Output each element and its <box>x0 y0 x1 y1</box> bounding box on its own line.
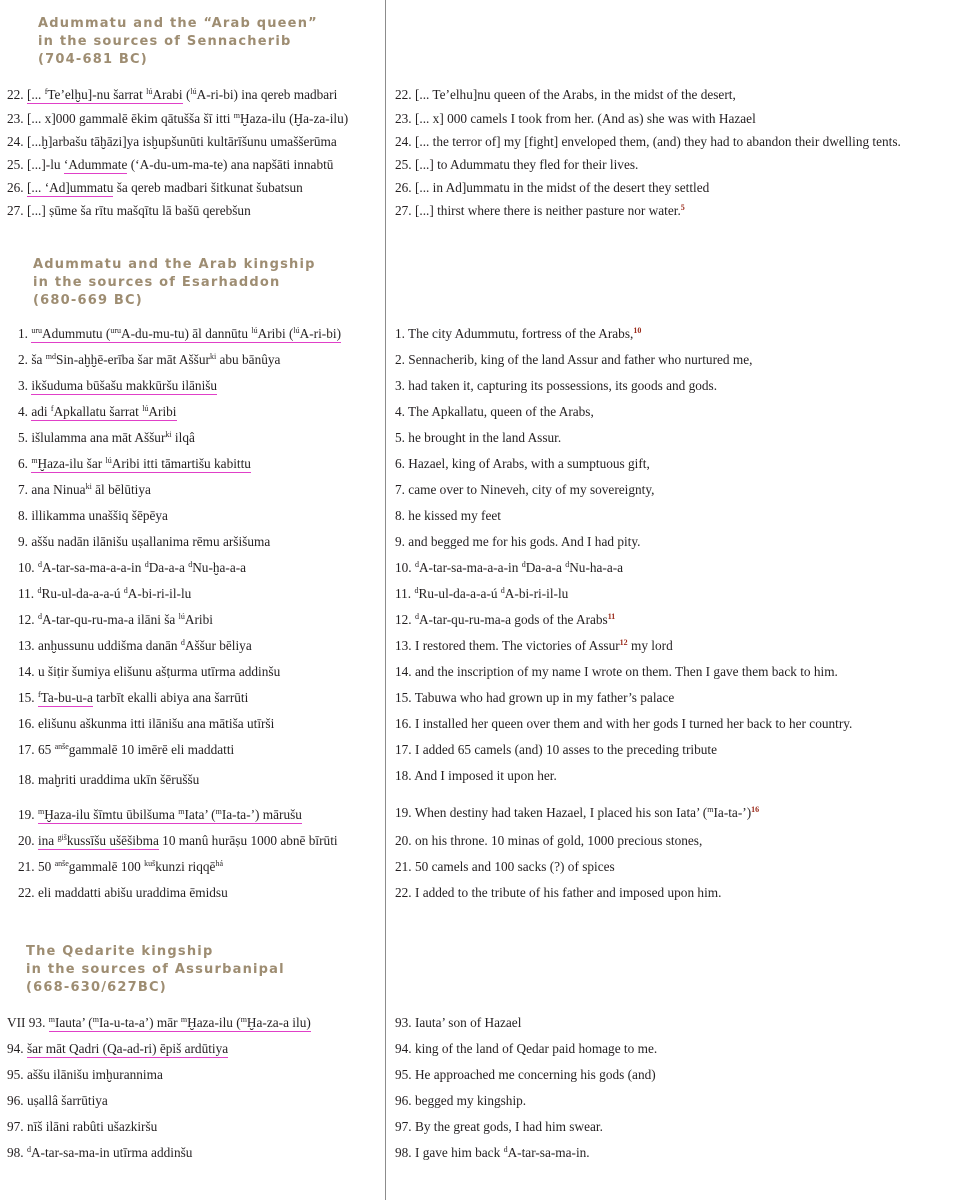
translit-line: 1. $^{uru}$Adummutu ($^{uru}$A-du-mu-tu) āl dannūtu $^{lú}$Aribi ($^{lú}$A-ri-bi) <box>18 326 342 341</box>
translation-line: 94. king of the land of Qedar paid homage to me. <box>395 1041 658 1056</box>
translation-line: 1. The city Adummutu, fortress of the Arabs,$^{10}$ <box>395 326 642 341</box>
translation-line: 19. When destiny had taken Hazael, I placed his son Iata’ ($^m$Ia-ta-’)$^{16}$ <box>395 805 760 820</box>
footnote-marker[interactable]: 12 <box>619 638 628 647</box>
heading-line: (668-630/627BC) <box>26 980 167 995</box>
translation-line: 9. and begged me for his gods. And I had pity. <box>395 534 641 549</box>
heading-line: Adummatu and the Arab kingship <box>33 257 316 272</box>
heading-line: (704-681 BC) <box>38 52 148 67</box>
heading-line: in the sources of Sennacherib <box>38 34 292 49</box>
translit-line: 26. [... ‘Ad]ummatu ša qereb madbari šitkunat šubatsun <box>7 180 303 195</box>
translit-line: 6. $^m$Ḫaza-ilu šar $^{lú}$Aribi itti tāmartišu kabittu <box>18 456 251 471</box>
translit-line: 3. ikšuduma būšašu makkūršu ilānišu <box>18 378 218 393</box>
translation-line: 95. He approached me concerning his gods (and) <box>395 1067 656 1082</box>
translit-line: 11. $^d$Ru-ul-da-a-a-ú $^d$A-bi-ri-il-lu <box>18 586 192 601</box>
translation-line: 11. $^d$Ru-ul-da-a-a-ú $^d$A-bi-ri-il-lu <box>395 586 569 601</box>
translation-line: 15. Tabuwa who had grown up in my father’s palace <box>395 690 675 705</box>
translation-line: 13. I restored them. The victories of Assur$^{12}$ my lord <box>395 638 673 653</box>
translation-line: 12. $^d$A-tar-qu-ru-ma-a gods of the Arabs$^{11}$ <box>395 612 616 627</box>
translit-line: 2. ša $^{md}$Sin-aḫḫē-erība šar māt Aššur$^{ki}$ abu bānûya <box>18 352 281 367</box>
translit-line: 5. išlulamma ana māt Aššur$^{ki}$ ilqâ <box>18 430 195 445</box>
translation-line: 24. [... the terror of] my [fight] enveloped them, (and) they had to abandon their dwelling tents. <box>395 134 901 149</box>
footnote-marker[interactable]: 5 <box>680 203 685 212</box>
translit-line: 97. nīš ilāni rabûti ušazkiršu <box>7 1119 158 1134</box>
translation-line: 3. had taken it, capturing its possessions, its goods and gods. <box>395 378 718 393</box>
translation-line: 97. By the great gods, I had him swear. <box>395 1119 603 1134</box>
translit-line: 20. ina $^{giš}$kussīšu ušēšibma 10 manû hurāṣu 1000 abnē bīrūti <box>18 833 338 848</box>
translation-line: 2. Sennacherib, king of the land Assur and father who nurtured me, <box>395 352 753 367</box>
translit-line: 16. elišunu aškunma itti ilānišu ana mātiša utīrši <box>18 716 275 731</box>
translit-line: 7. ana Ninua$^{ki}$ āl bēlūtiya <box>18 482 151 497</box>
translit-line: 18. maḫriti uraddima ukīn šēruššu <box>18 772 200 787</box>
translation-line: 14. and the inscription of my name I wrote on them. Then I gave them back to him. <box>395 664 838 679</box>
translation-line: 93. Iauta’ son of Hazael <box>395 1015 522 1030</box>
footnote-marker[interactable]: 11 <box>607 612 616 621</box>
translit-line: 4. adi $^f$Apkallatu šarrat $^{lú}$Aribi <box>18 404 177 419</box>
translation-line: 27. [...] thirst where there is neither pasture nor water.$^5$ <box>395 203 685 218</box>
translit-line: VII 93. $^m$Iauta’ ($^m$Ia-u-ta-a’) mār $^m$Ḫaza-ilu ($^m$Ḫa-za-a ilu) <box>7 1015 311 1030</box>
translit-line: 8. illikamma unaššiq šēpēya <box>18 508 168 523</box>
section-heading-assurbanipal <box>26 943 285 997</box>
translation-line: 22. [... Te’elhu]nu queen of the Arabs, in the midst of the desert, <box>395 87 736 102</box>
translit-line: 10. $^d$A-tar-sa-ma-a-a-in $^d$Da-a-a $^d$Nu-ḫa-a-a <box>18 560 247 575</box>
translation-line: 16. I installed her queen over them and with her gods I turned her back to her country. <box>395 716 853 731</box>
translation-line: 8. he kissed my feet <box>395 508 501 523</box>
translation-line: 26. [... in Ad]ummatu in the midst of the desert they settled <box>395 180 710 195</box>
translation-line: 98. I gave him back $^d$A-tar-sa-ma-in. <box>395 1145 590 1160</box>
heading-line: in the sources of Assurbanipal <box>26 962 285 977</box>
translation-line: 23. [... x] 000 camels I took from her. (And as) she was with Hazael <box>395 111 756 126</box>
translit-line: 21. 50 $^{anše}$gammalē 100 $^{kuš}$kunzi riqqē$^{há}$ <box>18 859 223 874</box>
translit-line: 22. eli maddatti abišu uraddima ēmidsu <box>18 885 228 900</box>
footnote-marker[interactable]: 10 <box>633 326 642 335</box>
translation-line: 6. Hazael, king of Arabs, with a sumptuous gift, <box>395 456 650 471</box>
translation-line: 18. And I imposed it upon her. <box>395 768 557 783</box>
translit-line: 98. $^d$A-tar-sa-ma-in utīrma addinšu <box>7 1145 193 1160</box>
footnote-marker[interactable]: 16 <box>751 805 760 814</box>
translation-line: 4. The Apkallatu, queen of the Arabs, <box>395 404 594 419</box>
translit-line: 12. $^d$A-tar-qu-ru-ma-a ilāni ša $^{lú}$Aribi <box>18 612 213 627</box>
section-heading-esarhaddon <box>33 256 316 310</box>
translit-line: 25. [...]-lu ‘Adummate (‘A-du-um-ma-te) ana napšāti innabtū <box>7 157 334 172</box>
heading-line: The Qedarite kingship <box>26 944 214 959</box>
translit-line: 22. [... $^f$Te’elḫu]-nu šarrat $^{lú}$Arabi ($^{lú}$A-ri-bi) ina qereb madbari <box>7 87 338 102</box>
translation-line: 21. 50 camels and 100 sacks (?) of spices <box>395 859 615 874</box>
section-heading-sennacherib <box>38 15 318 69</box>
translation-line: 96. begged my kingship. <box>395 1093 527 1108</box>
translit-line: 15. $^f$Ta-bu-u-a tarbīt ekalli abiya ana šarrūti <box>18 690 249 705</box>
heading-line: (680-669 BC) <box>33 293 143 308</box>
translit-line: 95. aššu ilānišu imḫurannima <box>7 1067 163 1082</box>
translit-line: 24. [...ḫ]arbašu tāḫāzi]ya isḫupšunūti kultārīšunu umaššerūma <box>7 134 337 149</box>
translit-line: 17. 65 $^{anše}$gammalē 10 imērē eli maddatti <box>18 742 235 757</box>
translation-line: 17. I added 65 camels (and) 10 asses to the preceding tribute <box>395 742 717 757</box>
column-divider <box>385 0 386 1200</box>
translation-line: 7. came over to Nineveh, city of my sovereignty, <box>395 482 655 497</box>
translit-line: 27. [...] ṣūme ša rītu mašqītu lā bašū qerebšun <box>7 203 251 218</box>
translit-line: 96. uṣallâ šarrūtiya <box>7 1093 108 1108</box>
translit-line: 14. u šiṭir šumiya elišunu ašṭurma utīrma addinšu <box>18 664 281 679</box>
translit-line: 19. $^m$Ḫaza-ilu šīmtu ūbilšuma $^m$Iata’ ($^m$Ia-ta-’) mārušu <box>18 807 302 822</box>
translation-line: 20. on his throne. 10 minas of gold, 1000 precious stones, <box>395 833 703 848</box>
translation-line: 5. he brought in the land Assur. <box>395 430 562 445</box>
heading-line: Adummatu and the “Arab queen” <box>38 16 318 31</box>
translation-line: 25. [...] to Adummatu they fled for their lives. <box>395 157 639 172</box>
translit-line: 23. [... x]000 gammalē ēkim qātušša šī itti $^m$Ḫaza-ilu (Ḫa-za-ilu) <box>7 111 349 126</box>
heading-line: in the sources of Esarhaddon <box>33 275 281 290</box>
translit-line: 13. anḫussunu uddišma danān $^d$Aššur bēliya <box>18 638 252 653</box>
translit-line: 94. šar māt Qadri (Qa-ad-ri) ēpiš ardūtiya <box>7 1041 229 1056</box>
translation-line: 10. $^d$A-tar-sa-ma-a-a-in $^d$Da-a-a $^d$Nu-ha-a-a <box>395 560 624 575</box>
translit-line: 9. aššu nadān ilānišu uṣallanima rēmu aršišuma <box>18 534 271 549</box>
translation-line: 22. I added to the tribute of his father and imposed upon him. <box>395 885 722 900</box>
